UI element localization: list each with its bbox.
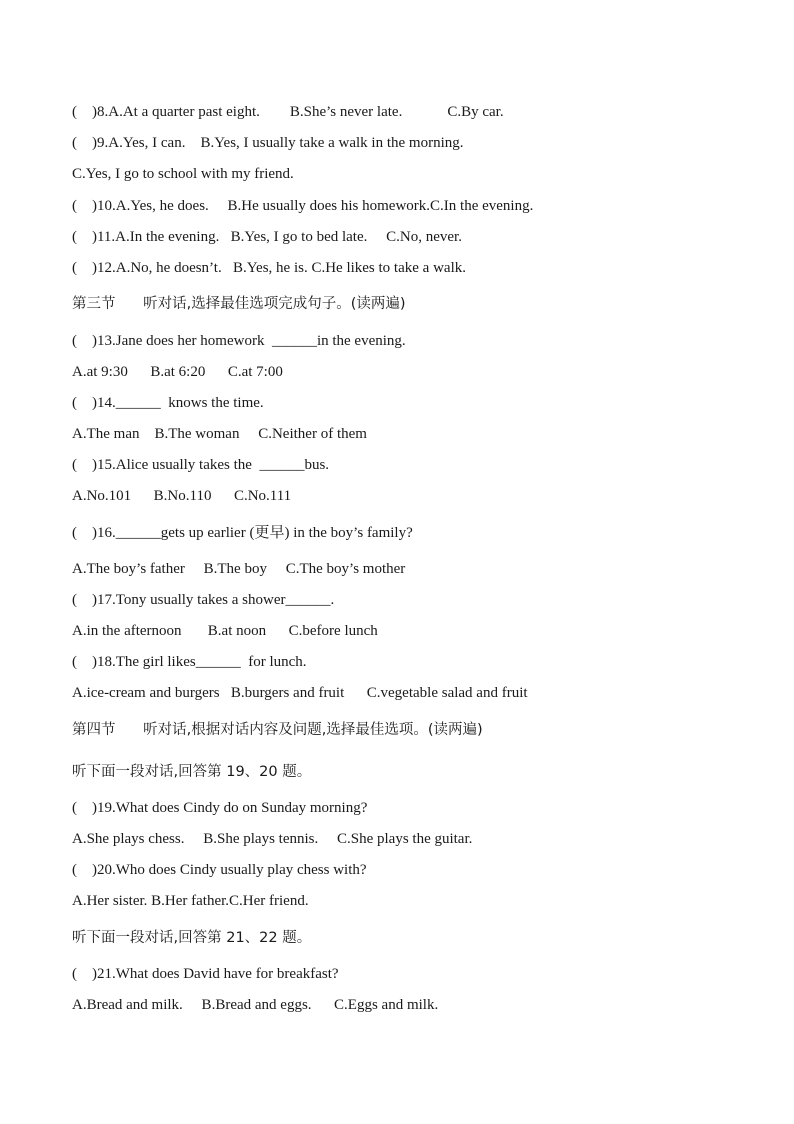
question-20-line: ( )20.Who does Cindy usually play chess with?: [72, 862, 367, 878]
question-17-options: A.in the afternoon B.at noon C.before lunch: [72, 623, 378, 639]
question-14-options: A.The man B.The woman C.Neither of them: [72, 426, 367, 442]
question-13-line: ( )13.Jane does her homework ______in the evening.: [72, 333, 406, 349]
question-18-options: A.ice-cream and burgers B.burgers and fruit C.vegetable salad and fruit: [72, 685, 528, 701]
question-15-options: A.No.101 B.No.110 C.No.111: [72, 488, 292, 504]
question-20-options: A.Her sister. B.Her father.C.Her friend.: [72, 893, 309, 909]
question-10-line: ( )10.A.Yes, he does. B.He usually does his homework.C.In the evening.: [72, 198, 534, 214]
question-18-line: ( )18.The girl likes______ for lunch.: [72, 654, 307, 670]
question-13-options: A.at 9:30 B.at 6:20 C.at 7:00: [72, 364, 283, 380]
dialogue-19-20-instruction: 听下面一段对话,回答第 19、20 题。: [72, 764, 312, 780]
question-14-line: ( )14.______ knows the time.: [72, 395, 264, 411]
question-8-line: ( )8.A.At a quarter past eight. B.She’s never late. C.By car.: [72, 104, 504, 120]
question-21-line: ( )21.What does David have for breakfast?: [72, 966, 339, 982]
question-16-line: ( )16.______gets up earlier (更早) in the boy’s family?: [72, 525, 413, 541]
section-3-heading: 第三节 听对话,选择最佳选项完成句子。(读两遍): [72, 296, 406, 312]
question-11-line: ( )11.A.In the evening. B.Yes, I go to bed late. C.No, never.: [72, 229, 462, 245]
question-12-line: ( )12.A.No, he doesn’t. B.Yes, he is. C.He likes to take a walk.: [72, 260, 466, 276]
question-17-line: ( )17.Tony usually takes a shower______.: [72, 592, 335, 608]
question-19-line: ( )19.What does Cindy do on Sunday morning?: [72, 800, 368, 816]
question-15-line: ( )15.Alice usually takes the ______bus.: [72, 457, 330, 473]
question-9-line: ( )9.A.Yes, I can. B.Yes, I usually take a walk in the morning.: [72, 135, 464, 151]
section-4-heading: 第四节 听对话,根据对话内容及问题,选择最佳选项。(读两遍): [72, 722, 483, 738]
dialogue-21-22-instruction: 听下面一段对话,回答第 21、22 题。: [72, 930, 312, 946]
question-16-options: A.The boy’s father B.The boy C.The boy’s mother: [72, 561, 406, 577]
question-19-options: A.She plays chess. B.She plays tennis. C.She plays the guitar.: [72, 831, 473, 847]
question-21-options: A.Bread and milk. B.Bread and eggs. C.Eggs and milk.: [72, 997, 439, 1013]
question-9-option-c: C.Yes, I go to school with my friend.: [72, 166, 294, 182]
